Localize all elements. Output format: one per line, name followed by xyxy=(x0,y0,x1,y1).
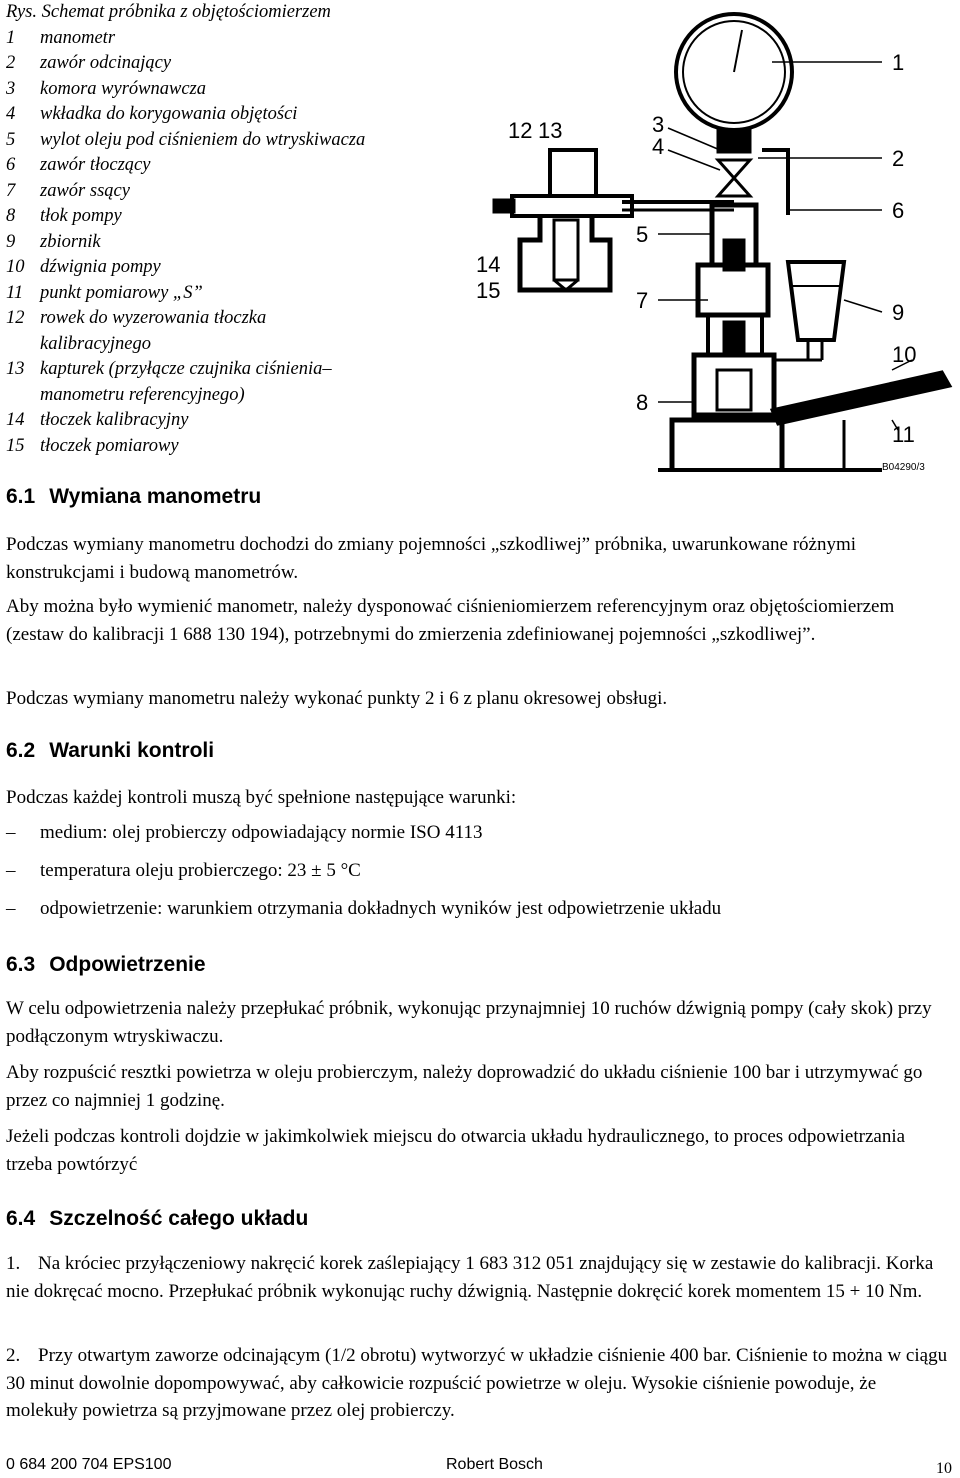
tester-schematic-drawing xyxy=(472,0,960,478)
figure-label-13: 13 xyxy=(538,118,563,143)
calibration-cap xyxy=(550,150,596,196)
calibration-nozzle xyxy=(494,200,514,212)
item-number: 2. xyxy=(6,1345,21,1366)
caption-item-text: tłok pompy xyxy=(40,206,122,226)
figure-label-6: 6 xyxy=(892,198,905,223)
caption-item xyxy=(6,408,476,434)
section-title: Wymiana manometru xyxy=(49,485,262,508)
caption-item-text: tłoczek kalibracyjny xyxy=(40,410,189,430)
caption-item-number: 15 xyxy=(6,435,25,456)
calibration-crossbar xyxy=(512,196,632,216)
gauge-stem xyxy=(718,130,750,152)
figure-label-12: 12 xyxy=(508,118,533,143)
paragraph: W celu odpowietrzenia należy przepłukać próbnik, wykonując przynajmniej 10 ruchów dźwignią pompy (cały skok) przy podłączonym wtryskiwaczu. xyxy=(6,998,932,1047)
paragraph: Aby rozpuścić resztki powietrza w oleju probierczym, należy doprowadzić do układu ciśnienie 100 bar i utrzymywać go przez co najmniej 1 godzinę. xyxy=(6,1062,923,1111)
caption-item-number: 10 xyxy=(6,257,25,277)
tester-schematic-figure xyxy=(472,0,960,478)
caption-item-number: 7 xyxy=(6,180,16,201)
caption-title: Rys. Schemat próbnika z objętościomierzem xyxy=(6,2,331,22)
section-heading-6-2 xyxy=(6,739,214,763)
caption-list xyxy=(6,26,476,460)
caption-item-number: 8 xyxy=(6,206,16,226)
caption-item xyxy=(6,102,476,128)
figure-label-1: 1 xyxy=(892,50,905,75)
caption-item-text: zawór ssący xyxy=(40,180,130,201)
caption-item-number: 4 xyxy=(6,104,16,124)
caption-item-continuation: manometru referencyjnego) xyxy=(40,384,245,405)
caption-item-text: kapturek (przyłącze czujnika ciśnienia– xyxy=(40,359,332,379)
caption-item-text: wkładka do korygowania objętości xyxy=(40,104,298,124)
numbered-item xyxy=(6,1250,951,1305)
paragraph: Podczas wymiany manometru dochodzi do zmiany pojemności „szkodliwej” próbnika, uwarunkowane różnymi konstrukcjami i budową manometrów. xyxy=(6,534,857,583)
pump-piston-housing xyxy=(694,355,774,415)
caption-item xyxy=(6,51,476,77)
caption-item-number: 3 xyxy=(6,78,16,99)
figure-label-9: 9 xyxy=(892,300,905,325)
caption-item-text: tłoczek pomiarowy xyxy=(40,435,179,456)
footer-doc-number: 0 684 200 704 EPS100 xyxy=(6,1456,172,1473)
caption-item-text: zawór tłoczący xyxy=(40,155,151,175)
section-heading-6-3 xyxy=(6,953,206,977)
figure-caption xyxy=(6,0,476,459)
caption-item-number: 9 xyxy=(6,231,16,252)
item-text: Na króciec przyłączeniowy nakręcić korek zaślepiający 1 683 312 051 znajdujący się w zestawie do kalibracji. Korka nie dokręcać mocno. Przepłukać próbnik wykonując ruchy dźwignią. Następnie dokręcić korek momentem 15 + 10 Nm. xyxy=(6,1253,934,1302)
caption-item xyxy=(6,204,476,230)
caption-item-text: rowek do wyzerowania tłoczka xyxy=(40,308,267,328)
figure-label-11: 11 xyxy=(892,422,915,447)
measuring-piston xyxy=(554,220,578,280)
caption-item-number: 11 xyxy=(6,282,24,303)
dash-marker: – xyxy=(6,898,16,919)
caption-item-number: 12 xyxy=(6,308,25,328)
paragraph: Aby można było wymienić manometr, należy dysponować ciśnieniomierzem referencyjnym oraz objętościomierzem (zestaw do kalibracji 1 688 130 194), potrzebnymi do zmierzenia zdefiniowanej pojemności „szkodliwej”. xyxy=(6,596,895,645)
paragraph: Podczas każdej kontroli muszą być spełnione następujące warunki: xyxy=(6,787,517,808)
section-heading-6-4 xyxy=(6,1207,308,1231)
bullet-item xyxy=(6,860,361,882)
caption-item-number: 6 xyxy=(6,155,16,175)
figure-label-10: 10 xyxy=(892,342,917,367)
figure-code: B04290/3 xyxy=(882,462,925,473)
figure-label-3: 3 xyxy=(652,112,665,137)
pump-lever xyxy=(772,372,950,424)
pump-body-upper xyxy=(698,265,768,315)
caption-item-text: zbiornik xyxy=(40,231,101,252)
caption-item xyxy=(6,153,476,179)
section-heading-6-1 xyxy=(6,485,261,509)
section-number: 6.3 xyxy=(6,953,36,976)
oil-reservoir xyxy=(788,262,844,340)
section-number: 6.4 xyxy=(6,1207,36,1230)
section-number: 6.1 xyxy=(6,485,36,508)
shutoff-valve-top xyxy=(718,160,750,178)
caption-item-continuation: kalibracyjnego xyxy=(40,333,151,354)
item-number: 1. xyxy=(6,1253,21,1274)
caption-item xyxy=(6,26,476,52)
caption-item xyxy=(6,77,476,103)
figure-label-14: 14 xyxy=(476,252,501,277)
numbered-item xyxy=(6,1342,951,1425)
caption-item xyxy=(6,306,476,332)
figure-label-4: 4 xyxy=(652,134,665,159)
caption-item-text: komora wyrównawcza xyxy=(40,78,206,99)
section-title: Warunki kontroli xyxy=(49,739,215,762)
section-number: 6.2 xyxy=(6,739,36,762)
caption-item-number: 14 xyxy=(6,410,25,430)
caption-item xyxy=(6,128,476,154)
figure-label-15: 15 xyxy=(476,278,501,303)
dash-marker: – xyxy=(6,822,16,843)
bullet-text: medium: olej probierczy odpowiadający normie ISO 4113 xyxy=(40,822,483,843)
caption-item-number: 1 xyxy=(6,27,16,48)
bullet-text: temperatura oleju probierczego: 23 ± 5 °C xyxy=(40,860,361,881)
caption-item-number: 5 xyxy=(6,129,16,150)
caption-item-text: manometr xyxy=(40,27,116,48)
section-title: Odpowietrzenie xyxy=(49,953,206,976)
caption-item-number: 13 xyxy=(6,359,25,379)
paragraph: Jeżeli podczas kontroli dojdzie w jakimkolwiek miejscu do otwarcia układu hydraulicznego, to proces odpowietrzania trzeba powtórzyć xyxy=(6,1126,906,1175)
tester-base xyxy=(672,420,782,470)
pump-piston xyxy=(717,370,751,410)
figure-label-8: 8 xyxy=(636,390,649,415)
caption-item xyxy=(6,255,476,281)
section-title: Szczelność całego układu xyxy=(49,1207,309,1230)
footer-company: Robert Bosch xyxy=(446,1456,543,1473)
item-text: Przy otwartym zaworze odcinającym (1/2 obrotu) wytworzyć w układzie ciśnienie 400 bar. Ciśnienie to można w ciągu 30 minut dowolnie dopompowywać, aby całkowicie rozpuścić powietrze w oleju. Wysokie ciśnienie powoduje, że molekuły powietrza są przyjmowane przez olej probierczy. xyxy=(6,1345,948,1421)
figure-label-2: 2 xyxy=(892,146,905,171)
dash-marker: – xyxy=(6,860,16,881)
caption-item-text: punkt pomiarowy „S” xyxy=(40,282,203,303)
figure-label-7: 7 xyxy=(636,288,649,313)
caption-item xyxy=(6,230,476,256)
page-number: 10 xyxy=(936,1460,952,1477)
bullet-text: odpowietrzenie: warunkiem otrzymania dokładnych wyników jest odpowietrzenie układu xyxy=(40,898,722,919)
bullet-item xyxy=(6,898,721,920)
caption-item xyxy=(6,434,476,460)
page-footer xyxy=(6,1456,956,1476)
shutoff-valve-bottom xyxy=(718,178,750,196)
caption-item-text: zawór odcinający xyxy=(40,53,172,73)
paragraph: Podczas wymiany manometru należy wykonać punkty 2 i 6 z planu okresowej obsługi. xyxy=(6,688,668,709)
caption-item xyxy=(6,357,476,383)
caption-item-text: wylot oleju pod ciśnieniem do wtryskiwacza xyxy=(40,129,366,150)
caption-item-number: 2 xyxy=(6,53,16,73)
suction-valve xyxy=(724,322,744,352)
caption-item-text: dźwignia pompy xyxy=(40,257,161,277)
gauge-needle xyxy=(734,30,742,72)
caption-item xyxy=(6,179,476,205)
bullet-item xyxy=(6,822,483,844)
figure-label-5: 5 xyxy=(636,222,649,247)
caption-item xyxy=(6,281,476,307)
